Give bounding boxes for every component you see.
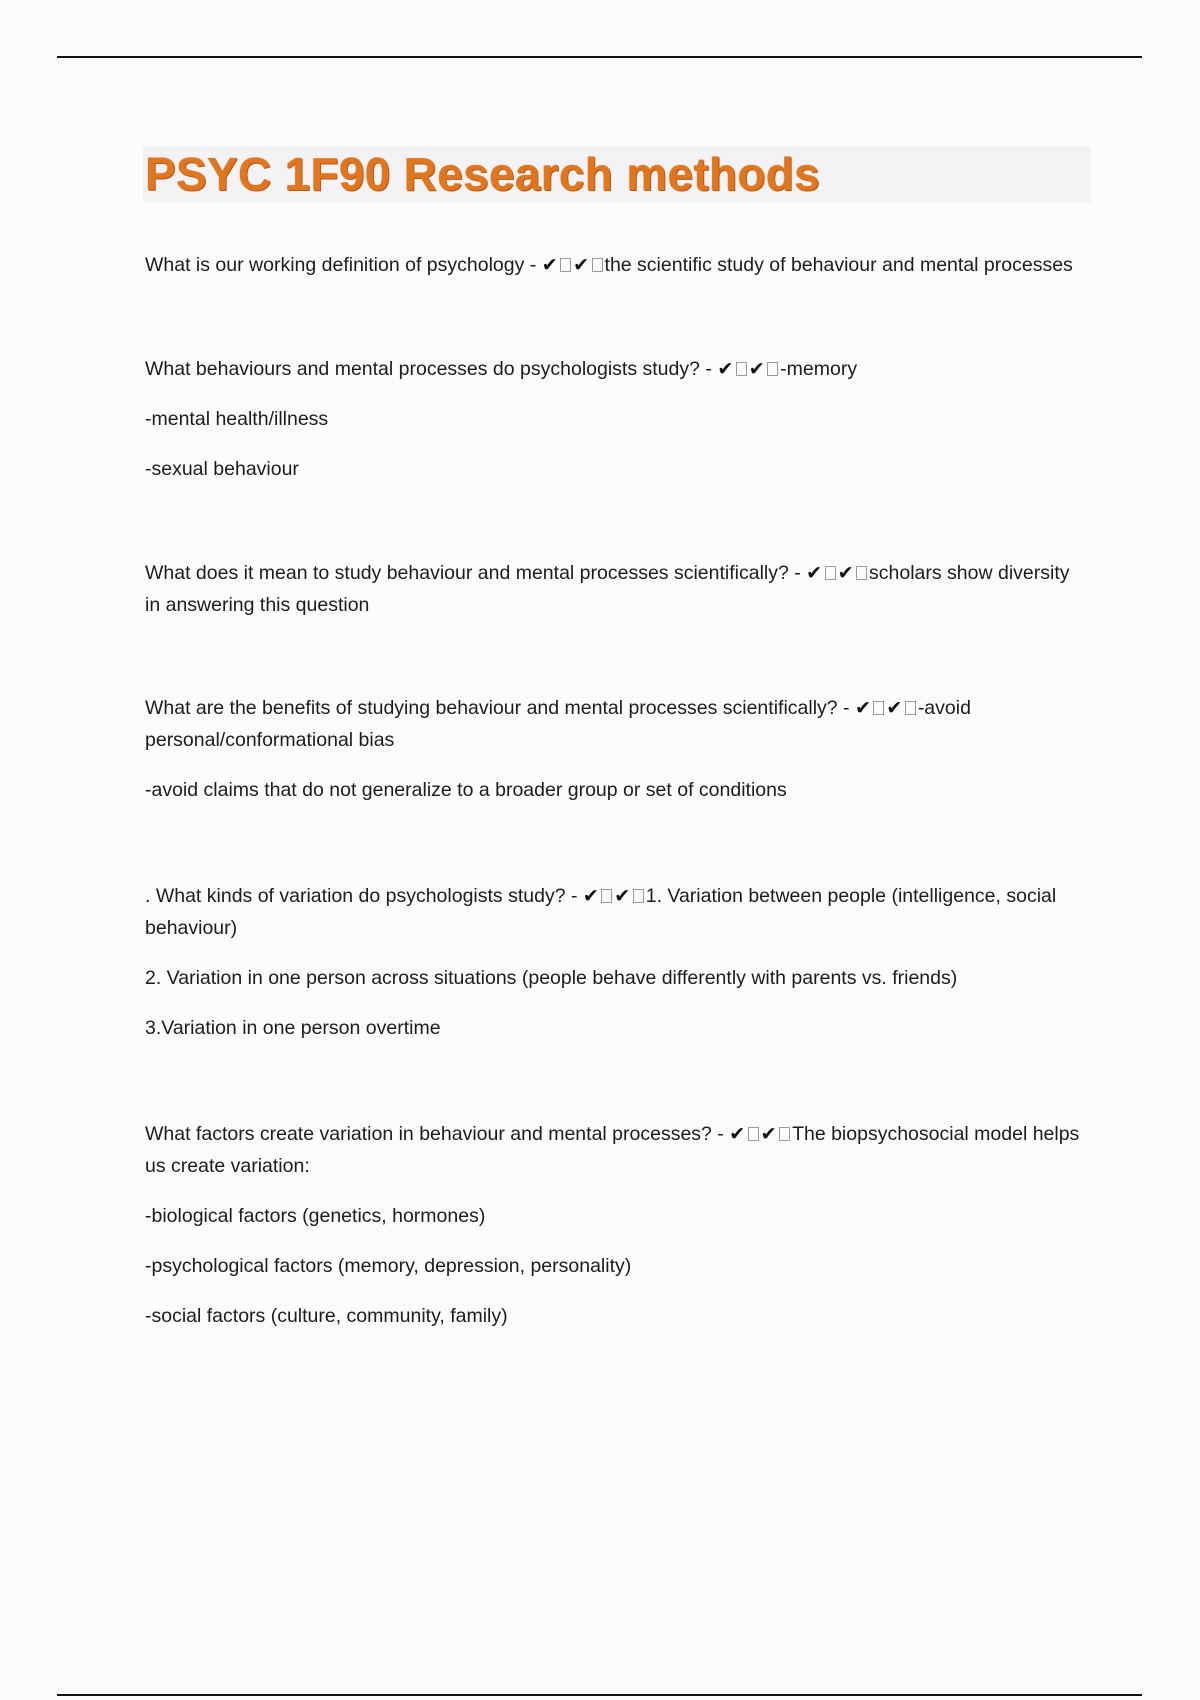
box-icon bbox=[633, 889, 644, 903]
box-icon bbox=[736, 362, 747, 376]
check-icon: ✔ bbox=[582, 885, 600, 907]
answer-line: -sexual behaviour bbox=[145, 458, 299, 480]
box-icon bbox=[825, 566, 836, 580]
check-icon: ✔ bbox=[573, 254, 590, 276]
flashcard-main bbox=[145, 880, 1080, 944]
flashcard-main bbox=[145, 353, 1080, 385]
answer-text: scholars show diversity in answering this question bbox=[145, 562, 1070, 616]
check-icon: ✔ bbox=[854, 697, 872, 719]
flashcard-main bbox=[145, 249, 1080, 281]
box-icon bbox=[873, 701, 884, 715]
header-rule bbox=[57, 56, 1142, 58]
box-icon bbox=[905, 701, 916, 715]
box-icon bbox=[856, 566, 867, 580]
answer-marker bbox=[583, 885, 646, 907]
answer-marker bbox=[717, 358, 780, 380]
answer-marker bbox=[542, 254, 605, 276]
question-text: . What kinds of variation do psychologists study? - bbox=[145, 885, 583, 907]
flashcard-list bbox=[145, 249, 1080, 1332]
answer-line: -psychological factors (memory, depression, personality) bbox=[145, 1255, 632, 1277]
check-icon: ✔ bbox=[541, 254, 559, 276]
flashcard-main bbox=[145, 1118, 1080, 1182]
check-icon: ✔ bbox=[748, 358, 766, 380]
question-text: What behaviours and mental processes do psychologists study? - bbox=[145, 358, 718, 380]
box-icon bbox=[748, 1127, 759, 1141]
flashcard bbox=[145, 880, 1080, 1044]
question-text: What is our working definition of psychology - bbox=[145, 254, 542, 276]
check-icon: ✔ bbox=[806, 562, 823, 584]
check-icon: ✔ bbox=[837, 562, 855, 584]
box-icon bbox=[560, 258, 571, 272]
answer-marker bbox=[855, 697, 918, 719]
answer-text: 1. Variation between people (intelligence, social behaviour) bbox=[145, 885, 1057, 939]
answer-line: -social factors (culture, community, family) bbox=[145, 1305, 508, 1327]
check-icon: ✔ bbox=[614, 885, 631, 907]
flashcard bbox=[145, 1118, 1080, 1332]
answer-text: the scientific study of behaviour and mental processes bbox=[604, 254, 1073, 276]
footer-rule bbox=[57, 1694, 1142, 1696]
question-text: What does it mean to study behaviour and mental processes scientifically? - bbox=[145, 562, 807, 584]
answer-line: -biological factors (genetics, hormones) bbox=[145, 1205, 486, 1227]
answer-text: The biopsychosocial model helps us create variation: bbox=[145, 1123, 1080, 1177]
answer-text: -avoid personal/conformational bias bbox=[145, 697, 971, 751]
check-icon: ✔ bbox=[729, 1123, 746, 1145]
answer-line: -mental health/illness bbox=[145, 408, 329, 430]
check-icon: ✔ bbox=[760, 1123, 778, 1145]
box-icon bbox=[592, 258, 603, 272]
question-text: What factors create variation in behaviour and mental processes? - bbox=[145, 1123, 730, 1145]
box-icon bbox=[779, 1127, 790, 1141]
check-icon: ✔ bbox=[717, 358, 734, 380]
document-title: PSYC 1F90 Research methods bbox=[145, 148, 821, 200]
flashcard bbox=[145, 692, 1080, 806]
answer-line: 2. Variation in one person across situations (people behave differently with parents vs. friends) bbox=[145, 967, 958, 989]
answer-line: -avoid claims that do not generalize to a broader group or set of conditions bbox=[145, 779, 787, 801]
check-icon: ✔ bbox=[886, 697, 903, 719]
question-text: What are the benefits of studying behaviour and mental processes scientifically? - bbox=[145, 697, 855, 719]
flashcard-main bbox=[145, 692, 1080, 756]
flashcard bbox=[145, 557, 1080, 621]
answer-line: 3.Variation in one person overtime bbox=[145, 1017, 441, 1039]
flashcard bbox=[145, 353, 1080, 485]
box-icon bbox=[601, 889, 612, 903]
answer-marker bbox=[806, 562, 869, 584]
answer-text: -memory bbox=[780, 358, 858, 380]
answer-marker bbox=[729, 1123, 792, 1145]
flashcard-main bbox=[145, 557, 1080, 621]
flashcard bbox=[145, 249, 1080, 281]
box-icon bbox=[767, 362, 778, 376]
